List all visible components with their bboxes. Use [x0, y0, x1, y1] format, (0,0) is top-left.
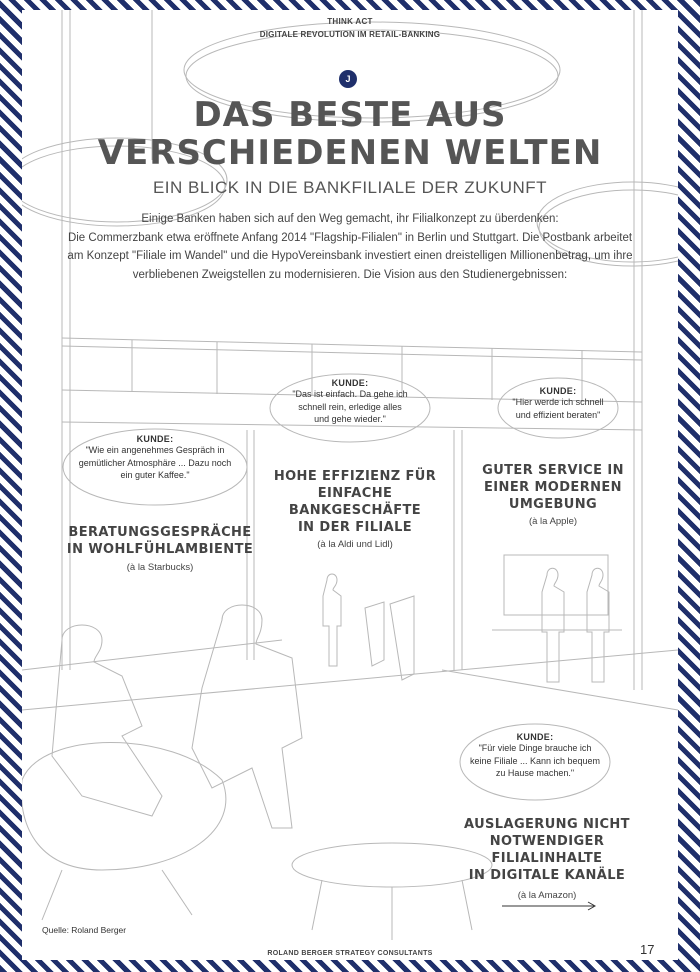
- concept-heading: AUSLAGERUNG NICHT: [464, 817, 630, 832]
- quote-line: zu Hause machen.": [495, 768, 575, 778]
- concept-heading: BERATUNGSGESPRÄCHE: [68, 525, 252, 540]
- section-badge: J: [339, 70, 357, 88]
- concept-beratung: [50, 524, 270, 573]
- speech-bubble-digital: [460, 732, 610, 780]
- concept-heading: IN WOHLFÜHLAMBIENTE: [66, 542, 254, 557]
- speech-bubble-effizienz: [275, 378, 425, 426]
- quote-line: keine Filiale ... Kann ich bequem: [469, 755, 601, 766]
- quote-line: und gehe wieder.": [314, 414, 386, 424]
- quote-line: ein guter Kaffee.": [120, 470, 190, 480]
- concept-digital: [432, 816, 662, 901]
- quote-line: "Wie ein angenehmes Gespräch in: [85, 445, 225, 455]
- page-content: [22, 10, 678, 960]
- intro-line: verbliebenen Zweigstellen zu modernisieren. Die Vision aus den Studienergebnissen:: [132, 268, 568, 281]
- concept-example: (à la Aldi und Lidl): [317, 539, 393, 550]
- kunde-label: KUNDE:: [539, 386, 577, 396]
- section-label: DIGITALE REVOLUTION IM RETAIL-BANKING: [259, 30, 441, 39]
- footer-label: ROLAND BERGER STRATEGY CONSULTANTS: [267, 950, 433, 957]
- page-number: 17: [640, 942, 655, 957]
- kunde-label: KUNDE:: [331, 378, 369, 388]
- concept-example: (à la Amazon): [517, 890, 577, 901]
- concept-heading: NOTWENDIGER FILIALINHALTE: [489, 834, 605, 866]
- kicker: THINK ACT: [327, 17, 373, 26]
- quote-line: "Hier werde ich schnell: [512, 397, 604, 407]
- intro-line: Einige Banken haben sich auf den Weg gemacht, ihr Filialkonzept zu überdenken:: [141, 213, 559, 225]
- concept-heading: EINER MODERNEN: [484, 480, 622, 495]
- intro-line: Die Commerzbank etwa eröffnete Anfang 2014 "Flagship-Filialen" in Berlin und Stuttgart. Die Postbank arbeitet: [67, 231, 633, 244]
- intro-line: am Konzept "Filiale im Wandel" und die HypoVereinsbank investiert einen dreistelligen Millionenbetrag, um ihre: [67, 250, 633, 262]
- source-note: Quelle: Roland Berger: [42, 925, 127, 935]
- concept-heading: GUTER SERVICE IN: [482, 463, 624, 478]
- speech-bubble-beratung: [70, 434, 240, 482]
- concept-heading: HOHE EFFIZIENZ FÜR: [273, 469, 437, 484]
- intro-paragraph: [42, 210, 658, 284]
- kunde-label: KUNDE:: [136, 434, 174, 444]
- concept-heading: IN DER FILIALE: [297, 520, 413, 535]
- quote-line: "Für viele Dinge brauche ich: [478, 743, 592, 753]
- quote-line: gemütlicher Atmosphäre ... Dazu noch: [78, 457, 232, 468]
- concept-heading: IN DIGITALE KANÄLE: [468, 868, 626, 883]
- quote-line: schnell rein, erledige alles: [298, 401, 402, 412]
- concept-heading: UMGEBUNG: [508, 497, 598, 512]
- page-title-line2: VERSCHIEDENEN WELTEN: [97, 133, 603, 173]
- concept-heading: EINFACHE BANKGESCHÄFTE: [288, 486, 422, 518]
- page-subtitle: EIN BLICK IN DIE BANKFILIALE DER ZUKUNFT: [152, 178, 548, 197]
- speech-bubble-service: [498, 386, 618, 421]
- concept-example: (à la Apple): [528, 516, 578, 527]
- kunde-label: KUNDE:: [516, 732, 554, 742]
- concept-effizienz: [250, 468, 460, 550]
- concept-example: (à la Starbucks): [126, 562, 194, 573]
- page-title-line1: DAS BESTE AUS: [193, 95, 507, 135]
- concept-service: [468, 462, 638, 527]
- quote-line: "Das ist einfach. Da gehe ich: [292, 389, 408, 399]
- quote-line: und effizient beraten": [515, 409, 601, 420]
